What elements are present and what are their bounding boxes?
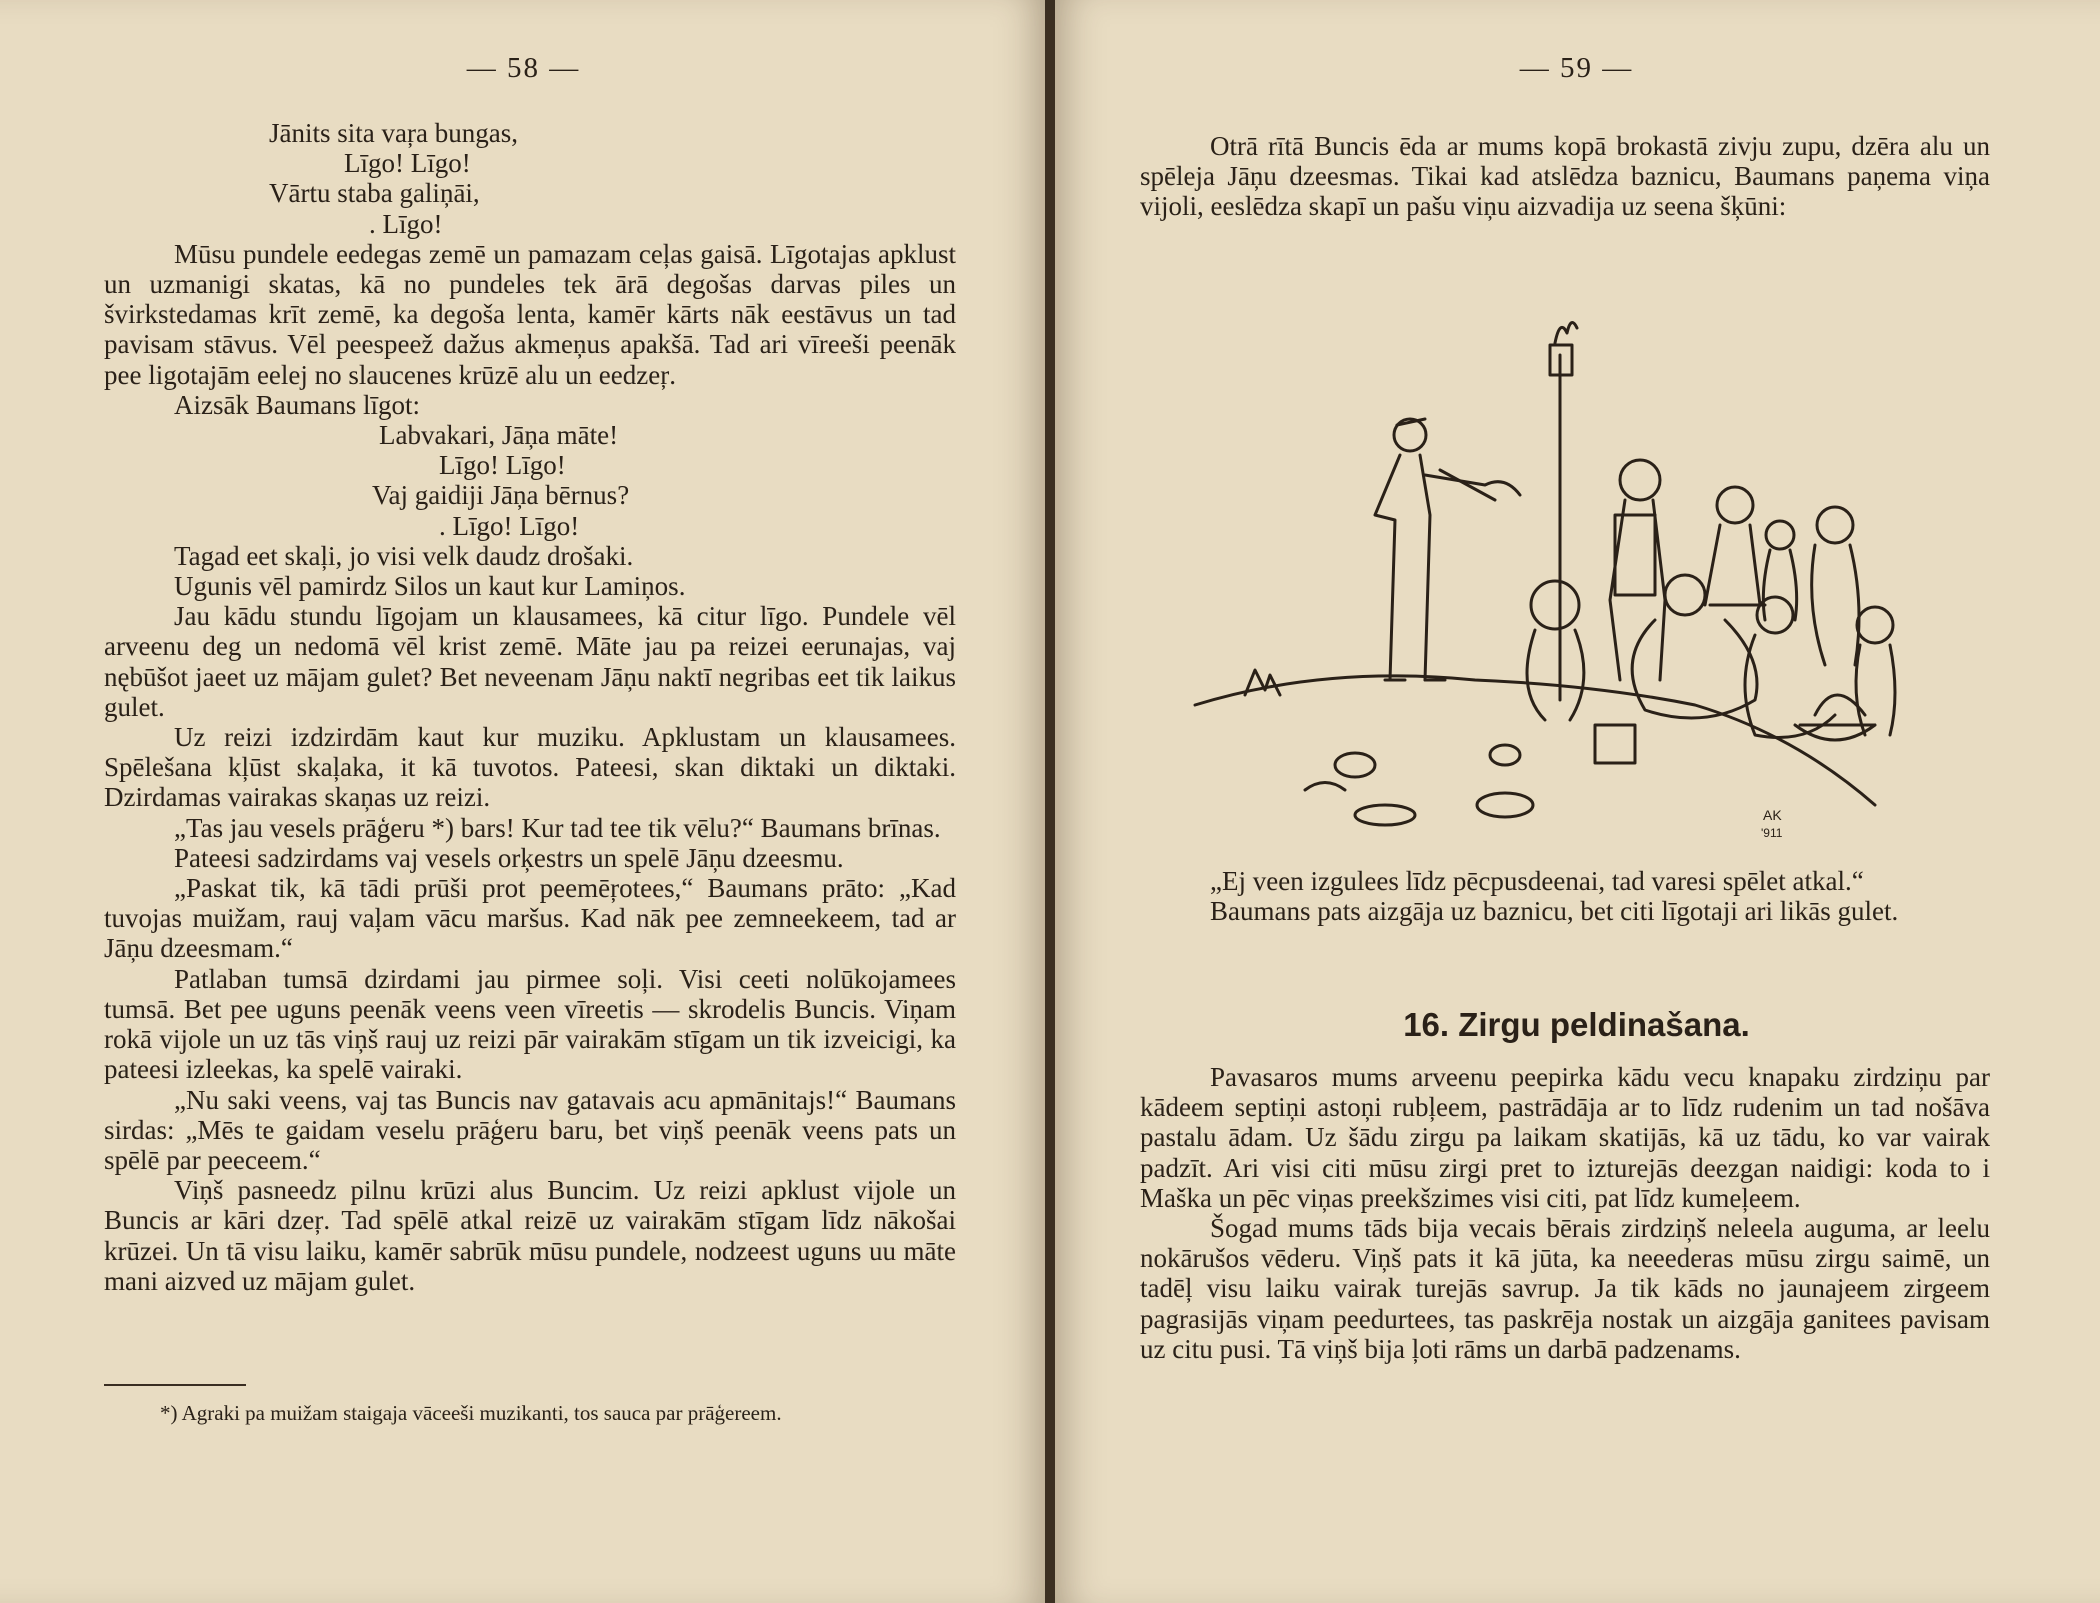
paragraph: Jau kādu stundu līgojam un klausamees, kā citur līgo. Pundele vēl arveenu deg un nedomā vēl krist zemē. Māte jau pa reizei eerunajas, vaj nębūšot jaeet uz mājam gulet? Bet neveenam Jāņu naktī negribas eet tik laikus gulet. — [104, 601, 956, 722]
artist-monogram: AK — [1763, 807, 1782, 823]
verse-line: Vārtu staba galiņāi, — [269, 178, 480, 209]
paragraph: Šogad mums tāds bija vecais bērais zirdziņš neleela auguma, ar leelu nokārušos vēderu. Viņš pats it kā jūta, ka neeederas mūsu zirgu saimē, un tadēļ visu laiku vairak turejās savrup. Ja tik kāds no jaunajeem zirgeem pagrasijās viņam peedurtees, tas paskrēja nostak un aizgāja ganitees pavisam uz citu pusi. Tā viņš bija ļoti rāms un darbā padzenams. — [1140, 1213, 1990, 1364]
artist-year: '911 — [1761, 826, 1783, 840]
paragraph: Baumans pats aizgāja uz baznicu, bet citi līgotaji ari likās gulet. — [1210, 896, 1899, 927]
paragraph: Mūsu pundele eedegas zemē un pamazam ceļas gaisā. Līgotajas apklust un uzmanigi skatas, kā no pundeles tek ārā degošas darvas piles un švirkstedamas krīt zemē, ka degoša lenta, kamēr kārts nāk eestāvus un tad pavisam stāvus. Vēl peespeež dažus akmeņus apakšā. Tad ari vīreeši peenāk pee ligotajām eelej no slaucenes krūzē alu un eedzeŗ. — [104, 238, 956, 390]
footnote-rule — [104, 1384, 246, 1386]
after-illustration-text — [1140, 866, 1990, 926]
paragraph: Tagad eet skaļi, jo visi velk daudz drošaki. — [174, 540, 634, 571]
paragraph: „Nu saki veens, vaj tas Buncis nav gatavais acu apmānitajs!“ Baumans sirdas: „Mēs te gaidam veselu prāģeru baru, bet viņš peenāk veens pats un spēlē par peeceem.“ — [104, 1084, 956, 1175]
section-body — [1140, 1062, 1990, 1364]
illustration-ligo-night — [1175, 285, 1905, 845]
paragraph: „Paskat tik, kā tādi prūši prot peemēŗotees,“ Baumans prāto: „Kad tuvojas muižam, rauj vaļam vācu maršus. Kad nāk pee zemneekeem, tad ar Jāņu dzeesmam.“ — [104, 873, 956, 964]
left-page-body — [104, 118, 956, 1296]
verse-line: Vaj gaidiji Jāņa bērnus? — [372, 480, 630, 511]
verse-line: Jānits sita vaŗa bungas, — [269, 118, 518, 148]
footnote: *) Agraki pa muižam staigaja vāceeši muzikanti, tos sauca par prāģereem. — [160, 1401, 782, 1425]
page-number-left: — 58 — — [466, 52, 581, 84]
paragraph: Ugunis vēl pamirdz Silos un kaut kur Lamiņos. — [174, 571, 686, 602]
verse-line: Labvakari, Jāņa māte! — [379, 420, 619, 451]
book-gutter — [1045, 0, 1055, 1603]
page-number-right: — 59 — — [1519, 52, 1634, 84]
paragraph: „Ej veen izgulees līdz pēcpusdeenai, tad varesi spēlet atkal.“ — [1210, 866, 1864, 896]
paragraph: Aizsāk Baumans līgot: — [174, 389, 420, 420]
right-page-intro: Otrā rītā Buncis ēda ar mums kopā brokastā zivju zupu, dzēra alu un spēleja Jāņu dzeesmas. Tikai kad atslēdza baznicu, Baumans paņema viņa vijoli, eeslēdza skapī un pašu viņu aizvadija uz seena šķūni: — [1140, 131, 1990, 222]
paragraph: Viņš pasneedz pilnu krūzi alus Buncim. Uz reizi apklust vijole un Buncis ar kāri dzeŗ. Tad spēlē atkal reizē uz vairakām stīgam līdz nākošai krūzei. Un tā visu laiku, kamēr sabrūk mūsu pundele, nodzeest uguns uu māte mani aizved uz mājam gulet. — [104, 1175, 956, 1296]
paragraph: „Tas jau vesels prāģeru *) bars! Kur tad tee tik vēlu?“ Baumans brīnas. — [174, 812, 941, 843]
paragraph: Pateesi sadzirdams vaj vesels orķestrs un spelē Jāņu dzeesmu. — [174, 842, 844, 873]
verse-line: . Līgo! — [369, 208, 443, 239]
paragraph: Pavasaros mums arveenu peepirka kādu vecu knapaku zirdziņu par kādeem septiņi astoņi rubļeem, pastrādāja ar to līdz rudenim un tad nošāva pastalu ādam. Uz šādu zirgu pa laikam skatijās, kā uz tādu, ko var vairak padzīt. Ari visi citi mūsu zirgi pret to izturejās deezgan naidigi: koda to i Maška un pēc viņas preekšzimes visi citi, pat līdz kumeļeem. — [1140, 1062, 1990, 1213]
verse-line: Līgo! Līgo! — [439, 450, 566, 481]
verse-line: Līgo! Līgo! — [344, 148, 471, 179]
paragraph: Uz reizi izdzirdām kaut kur muziku. Apklustam un klausamees. Spēlešana kļūst skaļaka, it kā tuvotos. Pateesi, skan diktaki un diktaki. Dzirdamas vairakas skaņas uz reizi. — [104, 722, 956, 813]
section-title: 16. Zirgu peldinašana. — [1403, 1006, 1750, 1043]
paragraph: Patlaban tumsā dzirdami jau pirmee soļi. Visi ceeti nolūkojamees tumsā. Bet pee uguns peenāk veens veen vīreetis — skrodelis Buncis. Viņam rokā vijole un uz tās viņš rauj uz reizi pār vairakām stīgam un tik izveicigi, ka pateesi izleekas, ka spelē vairaki. — [104, 963, 956, 1085]
verse-line: . Līgo! Līgo! — [439, 510, 580, 541]
